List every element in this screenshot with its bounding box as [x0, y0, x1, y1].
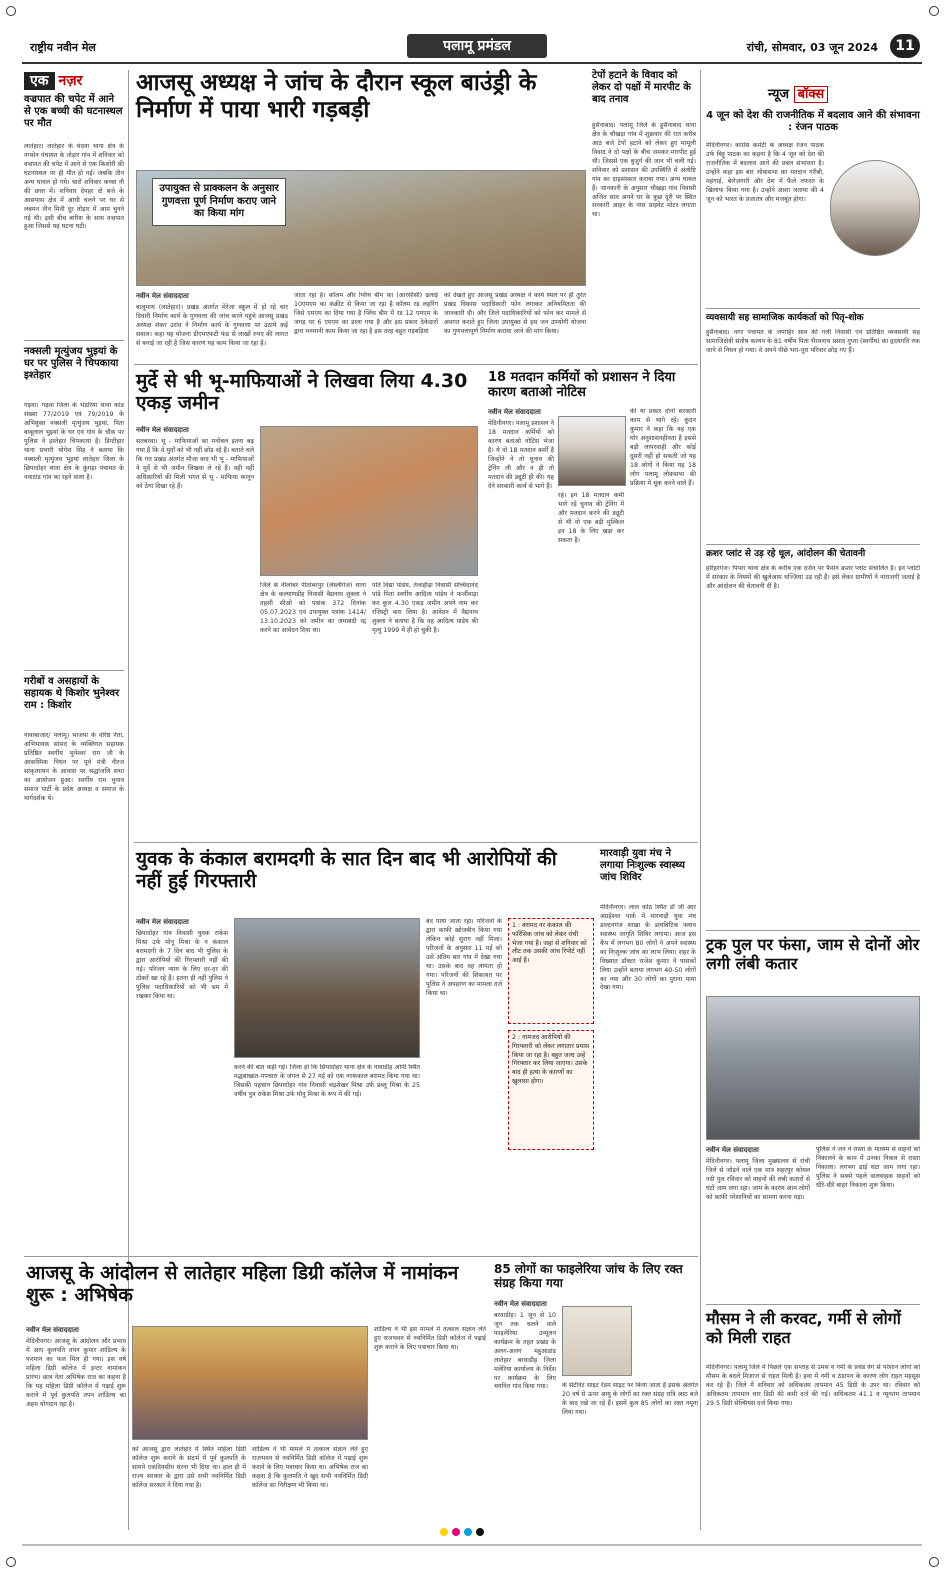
tape-body: हुसैनाबाद। पलामू जिले के हुसैनाबाद थाना क्षेत्र के चौखड़ा गांव में शुक्रवार की रात करीब आठ बजे टेपों हटाने को लेकर हुए मामूली विवाद ने दो पक्षों के बीच जमकर मारपीट हुई थी। जिससे एक बुजुर्ग की जान भी चली गई। शनिवार को प्रशासन की उपस्थिति में अंत्येष्टि गांव का दाहसंस्कार कराया गया। अन्य घायल हैं। जानकारी के अनुसार चौखड़ा गांव निवासी अजित साव अपने घर के कुछ दूरी पर स्थित सरकारी आहर के पास प्राइवेट मोटर लगाता था। [592, 122, 696, 219]
main-body-2: जाता रहा है। कॉलम और प्लिंथ बीम का (आरसीसी) ढलाई 10एमएम का कंक्रीट से किया जा रहा है कॉलम रड लहरिंग जिसे एमएम का दिया गया है प्लिंथ बीम में रड 12 एमएम के जगह पर 6 एमएम का डाला गया है और इस प्रकार ठेकेदारों द्वारा मनमानी काम किया जा रहा है इस तरह बहुत गड़बड़ियां [294, 292, 438, 335]
notice-body-3: की या प्रकार दोनों सरकारी काम से भागे रहे। कुंदन कुमार ने कहा कि यह एक घोर अनुशासनहीनता है इससे बड़ी लापरवाही और कोई दूसरी नहीं हो सकती जो यह 18 लोगों ने किया यह 18 लोग पलामू लोकसभा की प्रक्रिया में चूक करने वाले हैं। [630, 408, 696, 487]
main-headline: आजसू अध्यक्ष ने जांच के दौरान स्कूल बाउंड्री के निर्माण में पाया भारी गड़बड़ी [136, 70, 537, 124]
college-photo [132, 1326, 368, 1440]
notice-body-text-1: मेदिनीनगर। पलामू प्रशासन ने 18 मतदान कर्मियों को कारण बताओ नोटिस भेजा है। ये वो 18 मतदान कर्मी हैं जिन्होंने ने तो चुनाव की ट्रेनिंग ली और न ही तो मतदान की ड्यूटी ही की। यह देने सरकारी कार्य से भागे हैं। [488, 419, 554, 490]
blood-headline: 85 लोगों का फाइलेरिया जांच के लिए रक्त संग्रह किया गया [494, 1262, 683, 1291]
page-number: 11 [890, 34, 920, 58]
victim-family-photo [234, 918, 420, 1058]
lc-body-3: नावाबाजार/ पलामू। भाजपा के वरिष्ठ नेता, अभिभावक सांसद के व्यक्तिगत सहायक प्रतिष्ठित स्वर्गीय भुनेश्वर राम जी के आकस्मिक निधन पर पूर्व मंत्री नीरज सांकृत्यायन के आवास पर श्रद्धांजलि सभा का आयोजन हुआ। स्वर्गीय राम चुनाव समाज पार्टी के प्रदेश अध्यक्ष व समाज के मार्गदर्शक थे। [24, 732, 124, 802]
lc-body-1: लातेहार। लातेहार के चंदवा थाना क्षेत्र के नगसेन पंचायत के तोड़ार गांव में शनिवार को वज्रपात की चपेट में आने से एक किशोरी की घटनास्थल पर ही मौत हो गई। जबकि तीन अन्य घायल हो गये। चारों शनिवार कच्चा नौ की छत्ता में। शनिवार देपहर दो बजे के आसपास क्षेत्र में आंधी चलने पर घर से लबमन तीन मिनी दूर तोड़ार में आम चुनने गई थी। इसी बीच बारिश के साथ वज्रपात हुआ जिससे यह घटना घटी। [24, 143, 124, 231]
politician-portrait [830, 160, 920, 256]
divider [24, 1256, 698, 1257]
registration-mark [6, 6, 16, 16]
page-header [22, 30, 922, 64]
truck-byline: नवीन मेल संवाददाता [706, 1146, 759, 1154]
divider [706, 308, 920, 309]
divider [706, 930, 920, 931]
section-title: पलामू प्रमंडल [407, 34, 547, 58]
boxes-label: बॉक्स [794, 86, 829, 103]
main-callout: उपायुक्त से प्राक्कलन के अनुसार गुणवत्ता पूर्ण निर्माण कराए जाने का किया मांग [152, 178, 286, 226]
divider [134, 842, 698, 843]
notice-headline: 18 मतदान कर्मियों को प्रशासन ने दिया कारण बताओ नोटिस [488, 370, 676, 401]
truck-body-text-1: मेदिनीनगर। पलामू जिला मुख्यालय से रांची जिले से जोड़ने वाले एक मात्र शहरपुर कोयल नदी पुल रविवार को वाहनों की लंबी कतारों से घंटों जाम लगा रहा। जाम के कारण आम लोगों को काफी परेशानियों का सामना करना पड़ा। [706, 1157, 810, 1201]
yellow-swatch [440, 1528, 448, 1536]
news-box-label [768, 84, 828, 102]
college-body-1 [26, 1326, 126, 1532]
official-portrait [558, 416, 626, 486]
land-body-text-1: सतबरवा। भू - माफियाओं का मनोबल इतना बढ़ गया है कि वे मुर्दों को भी नहीं छोड़ रहे हैं। बताते चले कि गत प्रखंड अंतर्गत मौजा बाद भी भू - माफियाओं ने मुर्दे से भी जमीन लिखवा ले रहे हैं। वही नहीं अधिकारियों की मिली भगत से भू - माफिया कानून को ठेंगा दिखा रहे हैं। [136, 437, 254, 490]
column-divider [700, 70, 701, 1530]
main-byline: नवीन मेल संवाददाता [136, 292, 189, 300]
nb-headline-2: व्यवसायी सह सामाजिक कार्यकर्ता को पितृ-शोक [706, 313, 864, 323]
land-headline: मुर्दे से भी भू-माफियाओं ने लिखवा लिया 4.30 एकड़ जमीन [136, 370, 468, 415]
skeleton-body-1 [136, 918, 228, 1248]
skeleton-info-box-1: 1 : बरामद नर कंकाल की फॉरेंसिक जांच को लेकर रांची भेजा गया है। जहां से शनिवार को लौट तक उसकी जांच रिपोर्ट नहीं आई है। [508, 918, 594, 1024]
paper-name: राष्ट्रीय नवीन मेल [30, 41, 96, 54]
registration-mark [6, 1557, 16, 1567]
blood-body-2: के सेंटीनेट साइट रेंडम साइट पर किया जाता है इसके अंतर्गत 20 वर्ष से ऊपर आयु के लोगों का रक्त संग्रह रात्रि आठ बजे के बाद रखे जा रहे हैं। इसमें कुल 85 लोगों का रक्त नमूना लिया गया। [562, 1382, 698, 1416]
divider [706, 1304, 920, 1305]
blood-body-1 [494, 1300, 556, 1532]
lc-headline-3: गरीबों व असहायों के सहायक थे किशोर भुनेश्वर राम : किशोर [24, 676, 120, 711]
lc-headline-1: वज्रपात की चपेट में आने से एक बच्ची की घटनास्थल पर मौत [24, 94, 123, 129]
skeleton-headline: युवक के कंकाल बरामदगी के सात दिन बाद भी आरोपियों की नहीं हुई गिरफ्तारी [136, 848, 557, 893]
main-body-1 [136, 292, 288, 360]
tape-headline: टेपों हटाने के विवाद को लेकर दो पक्षों में मारपीट के बाद तनाव [592, 70, 691, 105]
weather-headline: मौसम ने ली करवट, गर्मी से लोगों को मिली राहत [706, 1309, 901, 1347]
column-divider [128, 70, 129, 1530]
nb-headline-3: क्रशर प्लांट से उड़ रहे धूल, आंदोलन की चेतावनी [706, 549, 866, 559]
truck-headline: ट्रक पुल पर फंसा, जाम से दोनों ओर लगी लंबी कतार [706, 935, 920, 973]
nb-headline: 4 जून को देश की राजनीतिक में बदलाव आने की संभावना : रंजन पाठक [706, 110, 920, 133]
notice-byline: नवीन मेल संवाददाता [488, 408, 541, 416]
land-body-2: जिले के नीलांबर पीतांबरपुर (लेस्लीगंज) थाना क्षेत्र के कल्याणडीह निवासी वैद्यनाथ शुक्ला ने तहसी सीओ को पत्रांक 372 दिनांक 05.07.2023 एवं उपायुक्त पत्रांक 1414/ 13.10.2023 को जमीन का जमाबंदी रद्द करने का आवेदन दिया था। [260, 582, 366, 634]
magenta-swatch [452, 1528, 460, 1536]
blood-body-text-1: बरवाडीह। 1 जून से 10 जून तक चलने वाले फाइलेरिया उन्मूलन कार्यक्रम के तहत प्रखंड के अलग-अलग महुआडांड़ लातेहार बरवाडीह जिला मलेरिया कार्यालय के निर्देश पर कार्यक्रम के लिए चयनित गांव किया गया। [494, 1311, 556, 1391]
black-swatch [476, 1528, 484, 1536]
divider [24, 670, 124, 671]
traffic-jam-photo [706, 996, 920, 1140]
lc-body-2: गढ़वा। गढ़वा जिला के भंडरिया थाना कांड संख्या 77/2019 एवं 79/2019 के अभियुक्त नक्सली मृत्युंजय भुइयां, पिता बाबूलाल भुइयां के घर एवं गांव के चौक पर पुलिस ने इश्तेहार चिपकाया है। डिप्टीहार थाना प्रभारी योगेश सिंह ने बताया कि नक्सली मृत्युंजय भुइयां लातेहार जिला के छिपादोहर थाना क्षेत्र के कुंगड़ा पंचायत के नवाटांड गांव का रहने वाला है। [24, 402, 124, 481]
registration-mark [929, 6, 939, 16]
college-headline: आजसू के आंदोलन से लातेहार महिला डिग्री कॉलेज में नामांकन शुरू : अभिषेक [26, 1262, 459, 1307]
truck-body-2: पुलिस ने जन ने रास्ता के माध्यम से वाहनों को निकालने के काम में उनका निकल से रास्ता निकाला। लगभग ढाई घंटा जाम लगा रहा। पुलिस ने सबसे पहले वालवाहक वाहनों को धीरे-धीरे बाहर निकाला शुरू किया। [816, 1146, 920, 1189]
blood-byline: नवीन मेल संवाददाता [494, 1300, 547, 1308]
newspaper-page [22, 30, 922, 1540]
lc-headline-2: नक्सली मृत्युंजय भुइयां के घर पर पुलिस ने चिपकाया इश्तेहार [24, 346, 119, 381]
nyuj-label: न्यूज [768, 87, 790, 102]
skeleton-byline: नवीन मेल संवाददाता [136, 918, 189, 926]
divider [134, 364, 698, 365]
divider [706, 544, 920, 545]
divider [24, 340, 124, 341]
land-photo [260, 426, 478, 576]
land-body-1 [136, 426, 254, 836]
notice-body-2: रहे। इन 18 मतदान कर्मी भागे रहे चुनाव की ट्रेनिंग में और मतदान करने की ड्यूटी से भी वो एक बड़ी मुश्किल इन 18 के लिए खड़ा कर सकता है। [558, 492, 624, 544]
main-body-text-1: बालूमाथ (लातेहार)। प्रखंड अंतर्गत मेरेजा स्कूल में हो रहे चार दिवारी निर्माण कार्य के गुणवत्ता की जांच करने पहुंचे आजसू प्रखंड अध्यक्ष शंकर उरांव ने निर्माण कार्य के गुणवत्ता पर उठाये कई सवाल। कहा यह योजना डीएमएफटी फंड से लाखों रुपए की लागत से बनाई जा रही है जिस कारण यह काम किया जा रहा है। [136, 303, 288, 347]
registration-mark [929, 1557, 939, 1567]
college-body-3: शांडिल्य ने भी मामले में तत्काल संज्ञान लेते हुए राजभवन से नवनिर्मित डिग्री कॉलेज में पढ़ाई शुरू कराने के लिए पत्राचार किया था। अभिषेक राज का कहना है कि कुलपति ने खुद सभी नवनिर्मित डिग्री कॉलेज का निरीक्षण भी किया था। [252, 1446, 368, 1489]
truck-body-1 [706, 1146, 810, 1298]
color-registration-bar [22, 1542, 922, 1550]
skeleton-body-3: बंद पाया जाता रहा। परिजनों के द्वारा काफी खोजबीन किया गया लेकिन कोई सुराग नहीं मिला। परिजनों के अनुसार 11 मई को उसे अंतिम बार गांव में देखा गया था। उसके बाद वह लापता हो गया। परिजनों की शिकायत पर पुलिस ने अपहरण का मामला दर्ज किया था। [426, 918, 502, 997]
main-body-3: को देखते हुए आजसू प्रखंड अध्यक्ष ने कार्य स्थल पर ही तुरंत प्रखंड विकास पदाधिकारी फोन लगाकर अनियमितता की जानकारी दी। और जिले पदाधिकारियों को फोन कर मामले से अवगत कराते हुए जिला उपायुक्त से इस जन उपयोगी योजना का गुणवत्तापूर्ण निर्माण कराया जाने की मांग किया। [444, 292, 586, 335]
land-body-3: पति विद्या पांडेय, तेलाहीड़ा निवासी सच्चिदानंद पांडे पिता स्वर्गीय आदित्य पांडेय ने फर्जीवाड़ा कर कुल 4.30 एकड़ जमीन अपने नाम कर रजिस्ट्री करा लिया है। आवेदन में वैद्यनाथ शुक्ला ने बताया है कि वह आदित्य पांडेय की मृत्यु 1999 में ही हो चुकी है। [372, 582, 478, 634]
blood-camp-photo [562, 1306, 632, 1376]
weather-body: मेदिनीनगर। पलामू जिले में पिछले एक सप्ताह से उमस व गर्मी के प्रचंड वेग से परेशान लोगों को मौसम के बदले मिजाज से राहत मिली है। हवा में नमी व ठंडापन के कारण लोग राहत महसूस कर रहे हैं। जिले में शनिवार को अधिकतम तापमान 45 डिग्री के उपर था। रविवार को अधिकतम तापमान चार डिग्री की कमी दर्ज की गई। अधिकतम 41.1 व न्यूनतम तापमान 29.5 डिग्री सेल्सियस दर्ज किया गया। [706, 1364, 920, 1407]
nazar-label: नज़र [58, 73, 83, 89]
skeleton-body-2: करने की बात कही गई। जिला हो कि छिपादोहर थाना क्षेत्र के नावाडीह ओपी स्थित मद्धबाखात-पपचारा के जंगल से 27 मई को एक नरकंकाल बरामद किया गया था। जिसकी पहचान छिपादोहर गांव निवासी चंद्रशेखर मिश्रा उर्फ डब्लू मिश्रा के 25 वर्षीय पुत्र राकेश मिश्रा उर्फ मोनू मिश्रा के रूप में की गई। [234, 1064, 420, 1098]
skeleton-body-text-1: छिपादोहर गांव निवासी युवक राकेश मिश्रा उर्फ मोनू मिश्रा के न कंकाल बरामदगी के 7 दिन बाद भी पुलिस के द्वारा आरोपियों की गिरफ्तारी नहीं की गई। परिजन न्याय के लिए दर-दर की ठोकरें खा रहे हैं। इतना ही नहीं पुलिस ने पुलिस पदाधिकारियों को भी भ्रम में रखकर किया था। [136, 929, 228, 1000]
college-body-2: को आजसू द्वारा लातेहार में स्थित महिला डिग्री कॉलेज शुरू कराने के संदर्भ में पूर्व कुलपति के सामने एकदिवसीय धरना भी दिया था। हाल ही में राज्य सरकार के द्वारा उसे सभी नवनिर्मित डिग्री कॉलेज सरकार ने दिया गया है। [132, 1446, 246, 1489]
place-date: रांची, सोमवार, 03 जून 2024 [746, 41, 878, 54]
nb-body-2: हुसैनाबाद। नगर पंचायत के जपाहिर साव की गली निवासी एवं प्रतिष्ठित व्यवसायी सह सामाजिक्षेत्री संतोष कश्यप के 81 वर्षीय पिता भैरवनाथ प्रसाद गुप्ता (स्वर्गीय) का हृदयगति रुक जाने से निधन हो गया। वे अपने पीछे भरा-पूरा परिवार छोड़ गए हैं। [706, 329, 920, 354]
land-byline: नवीन मेल संवाददाता [136, 426, 189, 434]
nb-body-3: हरिहरगंज। पिपरा थाना क्षेत्र के करीब एक दर्जन पर फैसेन क्रशर प्लांट संचालित है। इन प्लांटों में सरकार के नियमों की खुलेआम धज्जियां उड़ रही हैं। इसे लेकर ग्रामीणों ने नाराजगी जताई है और आंदोलन की चेतावनी दी है। [706, 565, 920, 590]
marwari-body: मेदिनीनगर। लाल कोठ स्थित डॉ जी आर अग्रहेश्वर पार्क में मारवाड़ी युवा मंच डाल्टनगंज शाखा के डायबिटिक फ्लाव स्वास्थ्य जागृति शिविर लगाया। आज इस कैंप में लगभग 80 लोगों ने अपने स्वास्थ्य का निःशुल्क जांच का लाभ लिया। शहर के विख्यात डॉक्टर राजेश कुमार ने पासकों लिया उन्होंने बताया लगभग 40-50 लोगों का नया और 30 लोगों का पुराना पाया देखा गया। [600, 904, 696, 992]
notice-body-1 [488, 408, 554, 836]
college-body-4: शांडिल्य ने भी इस मामले में तत्काल संज्ञान लेते हुए राजभवन से नवनिर्मित डिग्री कॉलेज में पढ़ाई शुरू कराने के लिए पत्राचार किया था। [374, 1326, 486, 1351]
cyan-swatch [464, 1528, 472, 1536]
skeleton-info-box-2: 2 : नामजद आरोपियों की गिरफ्तारी को लेकर लगातार प्रयास किया जा रहा है। बहुत जल्द उन्हें गिरफ्तार कर लिया जाएगा। उसके बाद ही हत्या के कारणों का खुलासा होगा। [508, 1030, 594, 1150]
ek-label: एक [24, 72, 55, 90]
marwari-headline: मारवाड़ी युवा मंच ने लगाया निःशुल्क स्वास्थ्य जांच शिविर [600, 848, 685, 883]
college-byline: नवीन मेल संवाददाता [26, 1326, 79, 1334]
college-body-text-1: मेदिनीनगर। आजसू के आंदोलन और प्रभाव में आए कुलपति तपन कुमार शांडिल्य के फरमान का फल मिल ही गया। इस वर्ष महिला डिग्री कॉलेज में इन्टर नामांकन प्रारंभ। छात्र नेता अभिषेक राज का कहना है कि यह महिला डिग्री कॉलेज में पढ़ाई शुरू कराने में पूर्व कुलपति तपन शांडिल्य का अहम योगदान रहा है। [26, 1337, 126, 1408]
ek-nazar-label [24, 70, 86, 90]
nb-body: मेदिनीनगर। कांग्रेस कमेटी के अध्यक्ष रंजन पाठक उर्फ बिट्टू पाठक का कहना है कि 4 जून को देश की राजनीतिक में बदलाव आने की प्रबल संभावना है। उन्होंने कहा इस बार लोकसभा का मतदान गरीबी, महंगाई, बेरोजगारी और देश में फैले नफरत के खिलाफ किया गया है। उन्होंने आशा जताया की 4 जून को भारत के प्रजातंत्र और मजबूत होगा। [706, 142, 824, 203]
